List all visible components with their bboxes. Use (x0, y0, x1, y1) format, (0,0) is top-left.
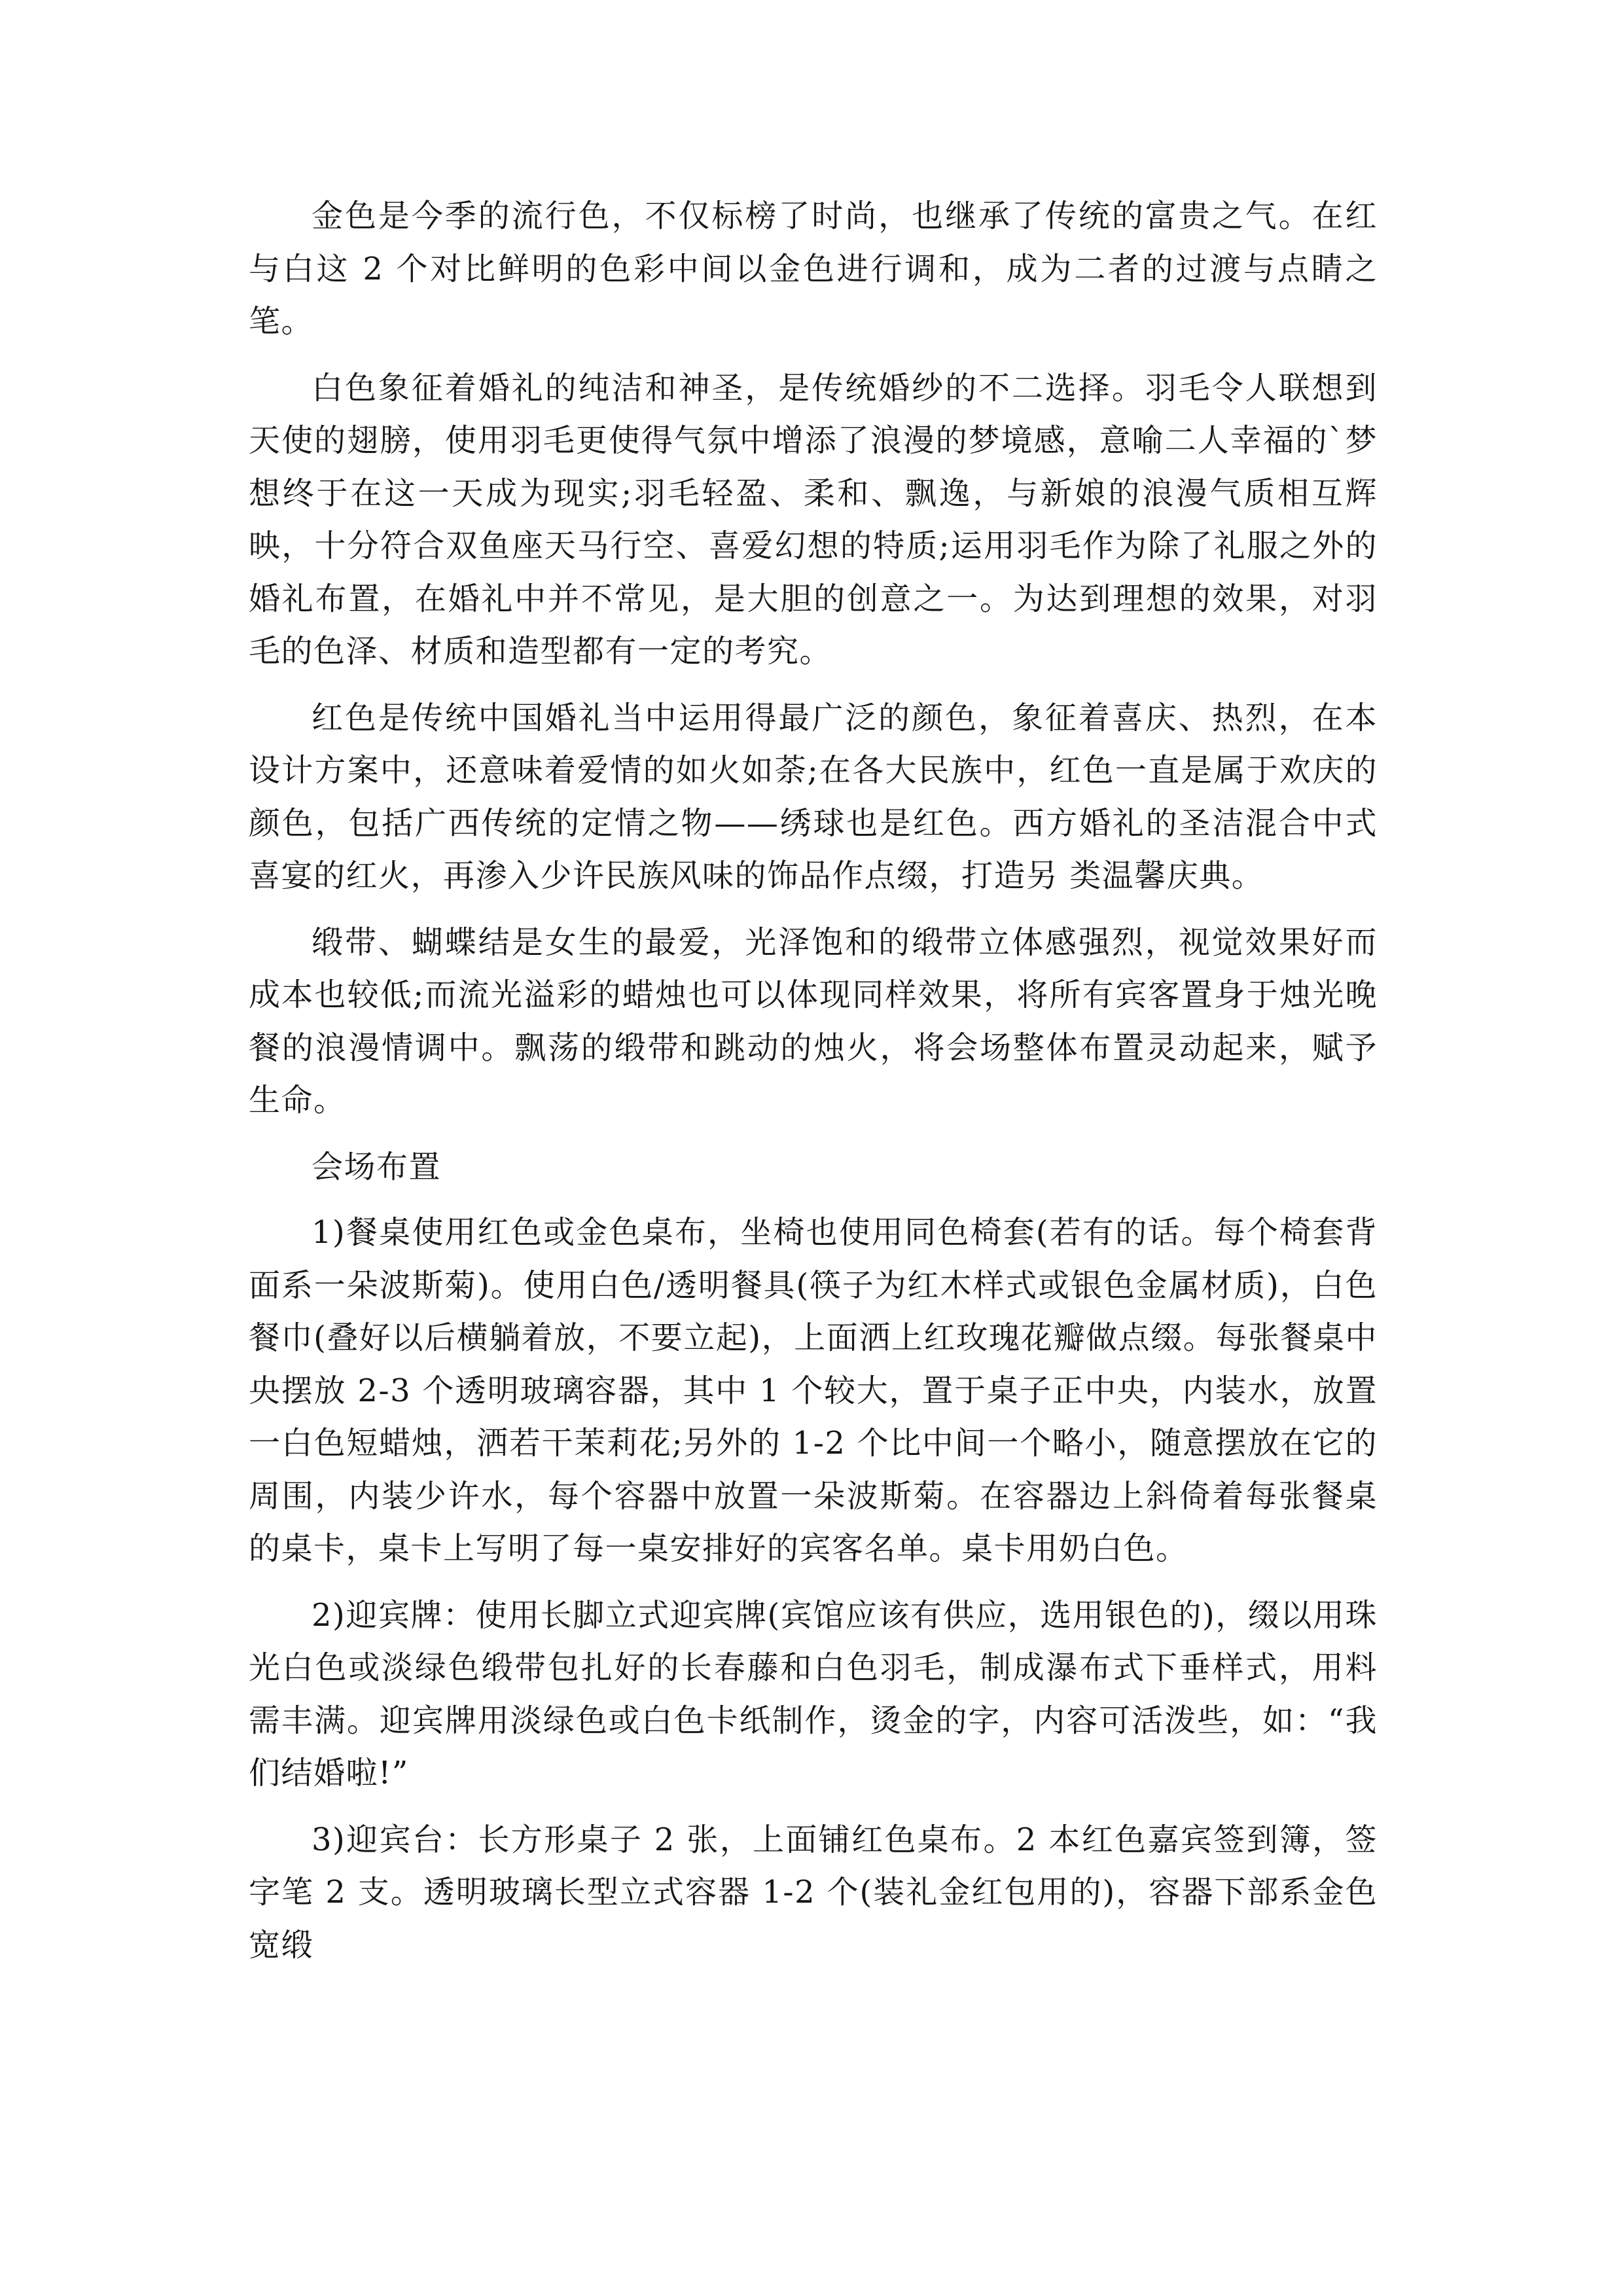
paragraph-red-color: 红色是传统中国婚礼当中运用得最广泛的颜色，象征着喜庆、热烈，在本设计方案中，还意味着爱情的如火如荼;在各大民族中，红色一直是属于欢庆的颜色，包括广西传统的定情之物——绣球也是红色。西方婚礼的圣洁混合中式喜宴的红火，再渗入少许民族风味的饰品作点缀，打造另 类温馨庆典。 (249, 699, 1378, 894)
section-heading-venue-layout: 会场布置 (312, 1148, 442, 1185)
paragraph-gold-color: 金色是今季的流行色，不仅标榜了时尚，也继承了传统的富贵之气。在红与白这 2 个对比鲜明的色彩中间以金色进行调和，成为二者的过渡与点睛之笔。 (249, 198, 1378, 340)
paragraph-ribbons-candles: 缎带、蝴蝶结是女生的最爱，光泽饱和的缎带立体感强烈，视觉效果好而成本也较低;而流光溢彩的蜡烛也可以体现同样效果，将所有宾客置身于烛光晚餐的浪漫情调中。飘荡的缎带和跳动的烛火，将会场整体布置灵动起来，赋予生命。 (249, 924, 1378, 1119)
document-body (249, 190, 1378, 1985)
paragraph-welcome-desk: 3)迎宾台：长方形桌子 2 张，上面铺红色桌布。2 本红色嘉宾签到簿，签字笔 2 支。透明玻璃长型立式容器 1-2 个(装礼金红包用的)，容器下部系金色宽缎 (249, 1821, 1378, 1964)
paragraph-welcome-sign: 2)迎宾牌：使用长脚立式迎宾牌(宾馆应该有供应，选用银色的)，缀以用珠光白色或淡绿色缎带包扎好的长春藤和白色羽毛，制成瀑布式下垂样式，用料需丰满。迎宾牌用淡绿色或白色卡纸制作，烫金的字，内容可活泼些，如：“我们结婚啦!” (249, 1596, 1378, 1791)
paragraph-dining-tables: 1)餐桌使用红色或金色桌布，坐椅也使用同色椅套(若有的话。每个椅套背面系一朵波斯菊)。使用白色/透明餐具(筷子为红木样式或银色金属材质)，白色餐巾(叠好以后横躺着放，不要立起)，上面洒上红玫瑰花瓣做点缀。每张餐桌中央摆放 2-3 个透明玻璃容器，其中 1 个较大，置于桌子正中央，内装水，放置一白色短蜡烛，洒若干茉莉花;另外的 1-2 个比中间一个略小，随意摆放在它的周围，内装少许水，每个容器中放置一朵波斯菊。在容器边上斜倚着每张餐桌的桌卡，桌卡上写明了每一桌安排好的宾客名单。桌卡用奶白色。 (249, 1214, 1378, 1567)
paragraph-white-feathers: 白色象征着婚礼的纯洁和神圣，是传统婚纱的不二选择。羽毛令人联想到天使的翅膀，使用羽毛更使得气氛中增添了浪漫的梦境感，意喻二人幸福的`梦想终于在这一天成为现实;羽毛轻盈、柔和、飘逸，与新娘的浪漫气质相互辉映，十分符合双鱼座天马行空、喜爱幻想的特质;运用羽毛作为除了礼服之外的婚礼布置，在婚礼中并不常见，是大胆的创意之一。为达到理想的效果，对羽毛的色泽、材质和造型都有一定的考究。 (249, 369, 1378, 670)
